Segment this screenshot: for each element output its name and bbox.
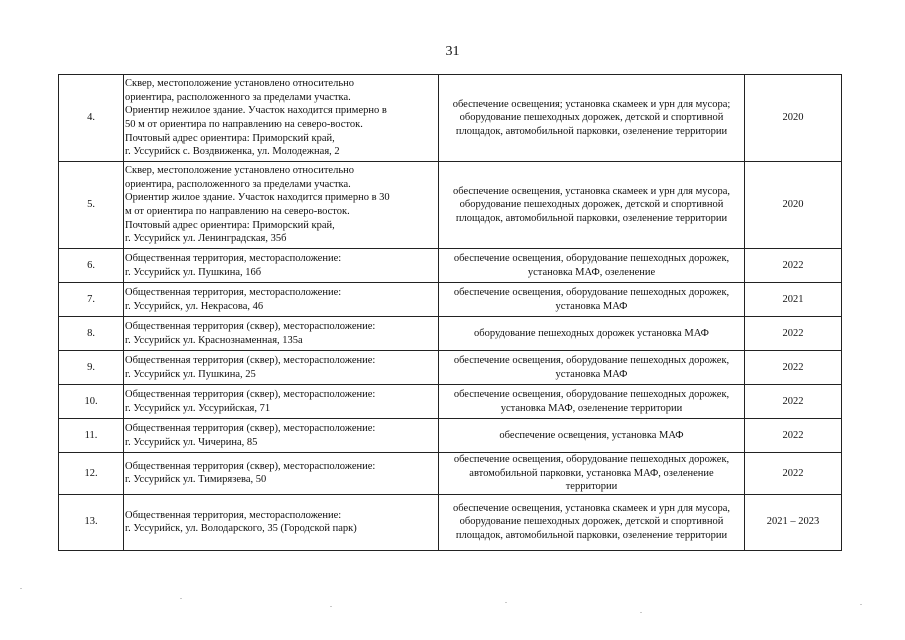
location-line: 50 м от ориентира по направлению на северо-восток. bbox=[125, 119, 363, 130]
location-cell bbox=[124, 162, 439, 249]
year-cell: 2022 bbox=[745, 317, 842, 351]
location-line: Общественная территория (сквер), месторасположение: bbox=[125, 422, 376, 434]
location-line: Почтовый адрес ориентира: Приморский край, bbox=[125, 219, 335, 231]
activities-cell: оборудование пешеходных дорожек установка МАФ bbox=[439, 317, 745, 351]
location-line: г. Уссурийск с. Воздвиженка, ул. Молодежная, 2 bbox=[125, 146, 340, 158]
row-number: 12. bbox=[59, 453, 124, 495]
row-number: 4. bbox=[59, 75, 124, 162]
scan-speck bbox=[330, 606, 332, 607]
row-number: 13. bbox=[59, 494, 124, 550]
scan-speck bbox=[860, 604, 862, 605]
location-line: Общественная территория, месторасположение: bbox=[125, 509, 342, 521]
year-cell: 2022 bbox=[745, 385, 842, 419]
location-cell bbox=[124, 317, 439, 351]
year-cell: 2022 bbox=[745, 249, 842, 283]
location-cell bbox=[124, 453, 439, 495]
location-cell bbox=[124, 283, 439, 317]
territories-table bbox=[58, 74, 842, 551]
row-number: 9. bbox=[59, 351, 124, 385]
scan-speck bbox=[180, 598, 182, 599]
activities-cell: обеспечение освещения, установка МАФ bbox=[439, 419, 745, 453]
location-line: Общественная территория, месторасположение: bbox=[125, 286, 342, 298]
year-cell: 2022 bbox=[745, 453, 842, 495]
table-row bbox=[59, 385, 842, 419]
location-line: ориентира, расположенного за пределами участка. bbox=[125, 178, 351, 190]
row-number: 11. bbox=[59, 419, 124, 453]
location-line: ориентира, расположенного за пределами участка. bbox=[125, 91, 351, 103]
page-number: 31 bbox=[445, 44, 460, 59]
year-cell: 2021 – 2023 bbox=[745, 494, 842, 550]
activities-cell: обеспечение освещения, оборудование пешеходных дорожек, установка МАФ, озеленение территории bbox=[439, 385, 745, 419]
activities-cell: обеспечение освещения, оборудование пешеходных дорожек, установка МАФ bbox=[439, 283, 745, 317]
activities-cell: обеспечение освещения, оборудование пешеходных дорожек, автомобильной парковки, установка МАФ, озеленение территории bbox=[439, 453, 745, 495]
location-line: Общественная территория (сквер), месторасположение: bbox=[125, 388, 376, 400]
year-cell: 2020 bbox=[745, 162, 842, 249]
location-line: г. Уссурийск ул. Тимирязева, 50 bbox=[125, 474, 267, 486]
row-number: 5. bbox=[59, 162, 124, 249]
location-line: Общественная территория (сквер), месторасположение: bbox=[125, 460, 376, 472]
location-line: Общественная территория (сквер), месторасположение: bbox=[125, 320, 376, 332]
row-number: 8. bbox=[59, 317, 124, 351]
table-row bbox=[59, 419, 842, 453]
table-row bbox=[59, 283, 842, 317]
year-cell: 2020 bbox=[745, 75, 842, 162]
location-cell bbox=[124, 249, 439, 283]
table-row bbox=[59, 75, 842, 162]
activities-cell: обеспечение освещения, оборудование пешеходных дорожек, установка МАФ, озеленение bbox=[439, 249, 745, 283]
scan-speck bbox=[505, 602, 507, 603]
location-line: г. Уссурийск ул. Уссурийская, 71 bbox=[125, 402, 271, 414]
year-cell: 2021 bbox=[745, 283, 842, 317]
row-number: 10. bbox=[59, 385, 124, 419]
location-line: Общественная территория, месторасположение: bbox=[125, 252, 342, 264]
location-cell bbox=[124, 385, 439, 419]
activities-cell: обеспечение освещения, установка скамеек и урн для мусора, оборудование пешеходных дорожек, детской и спортивной площадок, автомобильной парковки, озеленение территории bbox=[439, 162, 745, 249]
location-cell bbox=[124, 351, 439, 385]
location-line: г. Уссурийск ул. Пушкина, 16б bbox=[125, 266, 262, 278]
location-line: Почтовый адрес ориентира: Приморский край, bbox=[125, 132, 335, 144]
table-row bbox=[59, 249, 842, 283]
location-line: Ориентир жилое здание. Участок находится примерно в 30 bbox=[125, 192, 390, 204]
activities-cell: обеспечение освещения, оборудование пешеходных дорожек, установка МАФ bbox=[439, 351, 745, 385]
year-cell: 2022 bbox=[745, 419, 842, 453]
scan-speck bbox=[20, 588, 22, 589]
location-line: Сквер, местоположение установлено относительно bbox=[125, 165, 354, 177]
location-cell bbox=[124, 494, 439, 550]
location-cell bbox=[124, 419, 439, 453]
activities-cell: обеспечение освещения; установка скамеек и урн для мусора; оборудование пешеходных дорожек, детской и спортивной площадок, автомобильной парковки, озеленение территории bbox=[439, 75, 745, 162]
location-cell bbox=[124, 75, 439, 162]
activities-cell: обеспечение освещения, установка скамеек и урн для мусора, оборудование пешеходных дорожек, детской и спортивной площадок, автомобильной парковки, озеленение территории bbox=[439, 494, 745, 550]
scan-speck bbox=[640, 612, 642, 613]
location-line: м от ориентира по направлению на северо-восток. bbox=[125, 206, 350, 217]
location-line: г. Уссурийск ул. Чичерина, 85 bbox=[125, 436, 258, 448]
table-row bbox=[59, 453, 842, 495]
row-number: 6. bbox=[59, 249, 124, 283]
row-number: 7. bbox=[59, 283, 124, 317]
location-line: г. Уссурийск ул. Пушкина, 25 bbox=[125, 368, 256, 380]
table-row bbox=[59, 162, 842, 249]
location-line: Ориентир нежилое здание. Участок находится примерно в bbox=[125, 105, 387, 117]
location-line: Общественная территория (сквер), месторасположение: bbox=[125, 354, 376, 366]
location-line: Сквер, местоположение установлено относительно bbox=[125, 78, 354, 90]
table-row bbox=[59, 351, 842, 385]
table-row bbox=[59, 494, 842, 550]
location-line: г. Уссурийск, ул. Некрасова, 46 bbox=[125, 300, 264, 312]
year-cell: 2022 bbox=[745, 351, 842, 385]
table-row bbox=[59, 317, 842, 351]
location-line: г. Уссурийск, ул. Володарского, 35 (Городской парк) bbox=[125, 523, 357, 535]
location-line: г. Уссурийск ул. Краснознаменная, 135а bbox=[125, 334, 303, 346]
location-line: г. Уссурийск ул. Ленинградская, 35б bbox=[125, 233, 287, 245]
